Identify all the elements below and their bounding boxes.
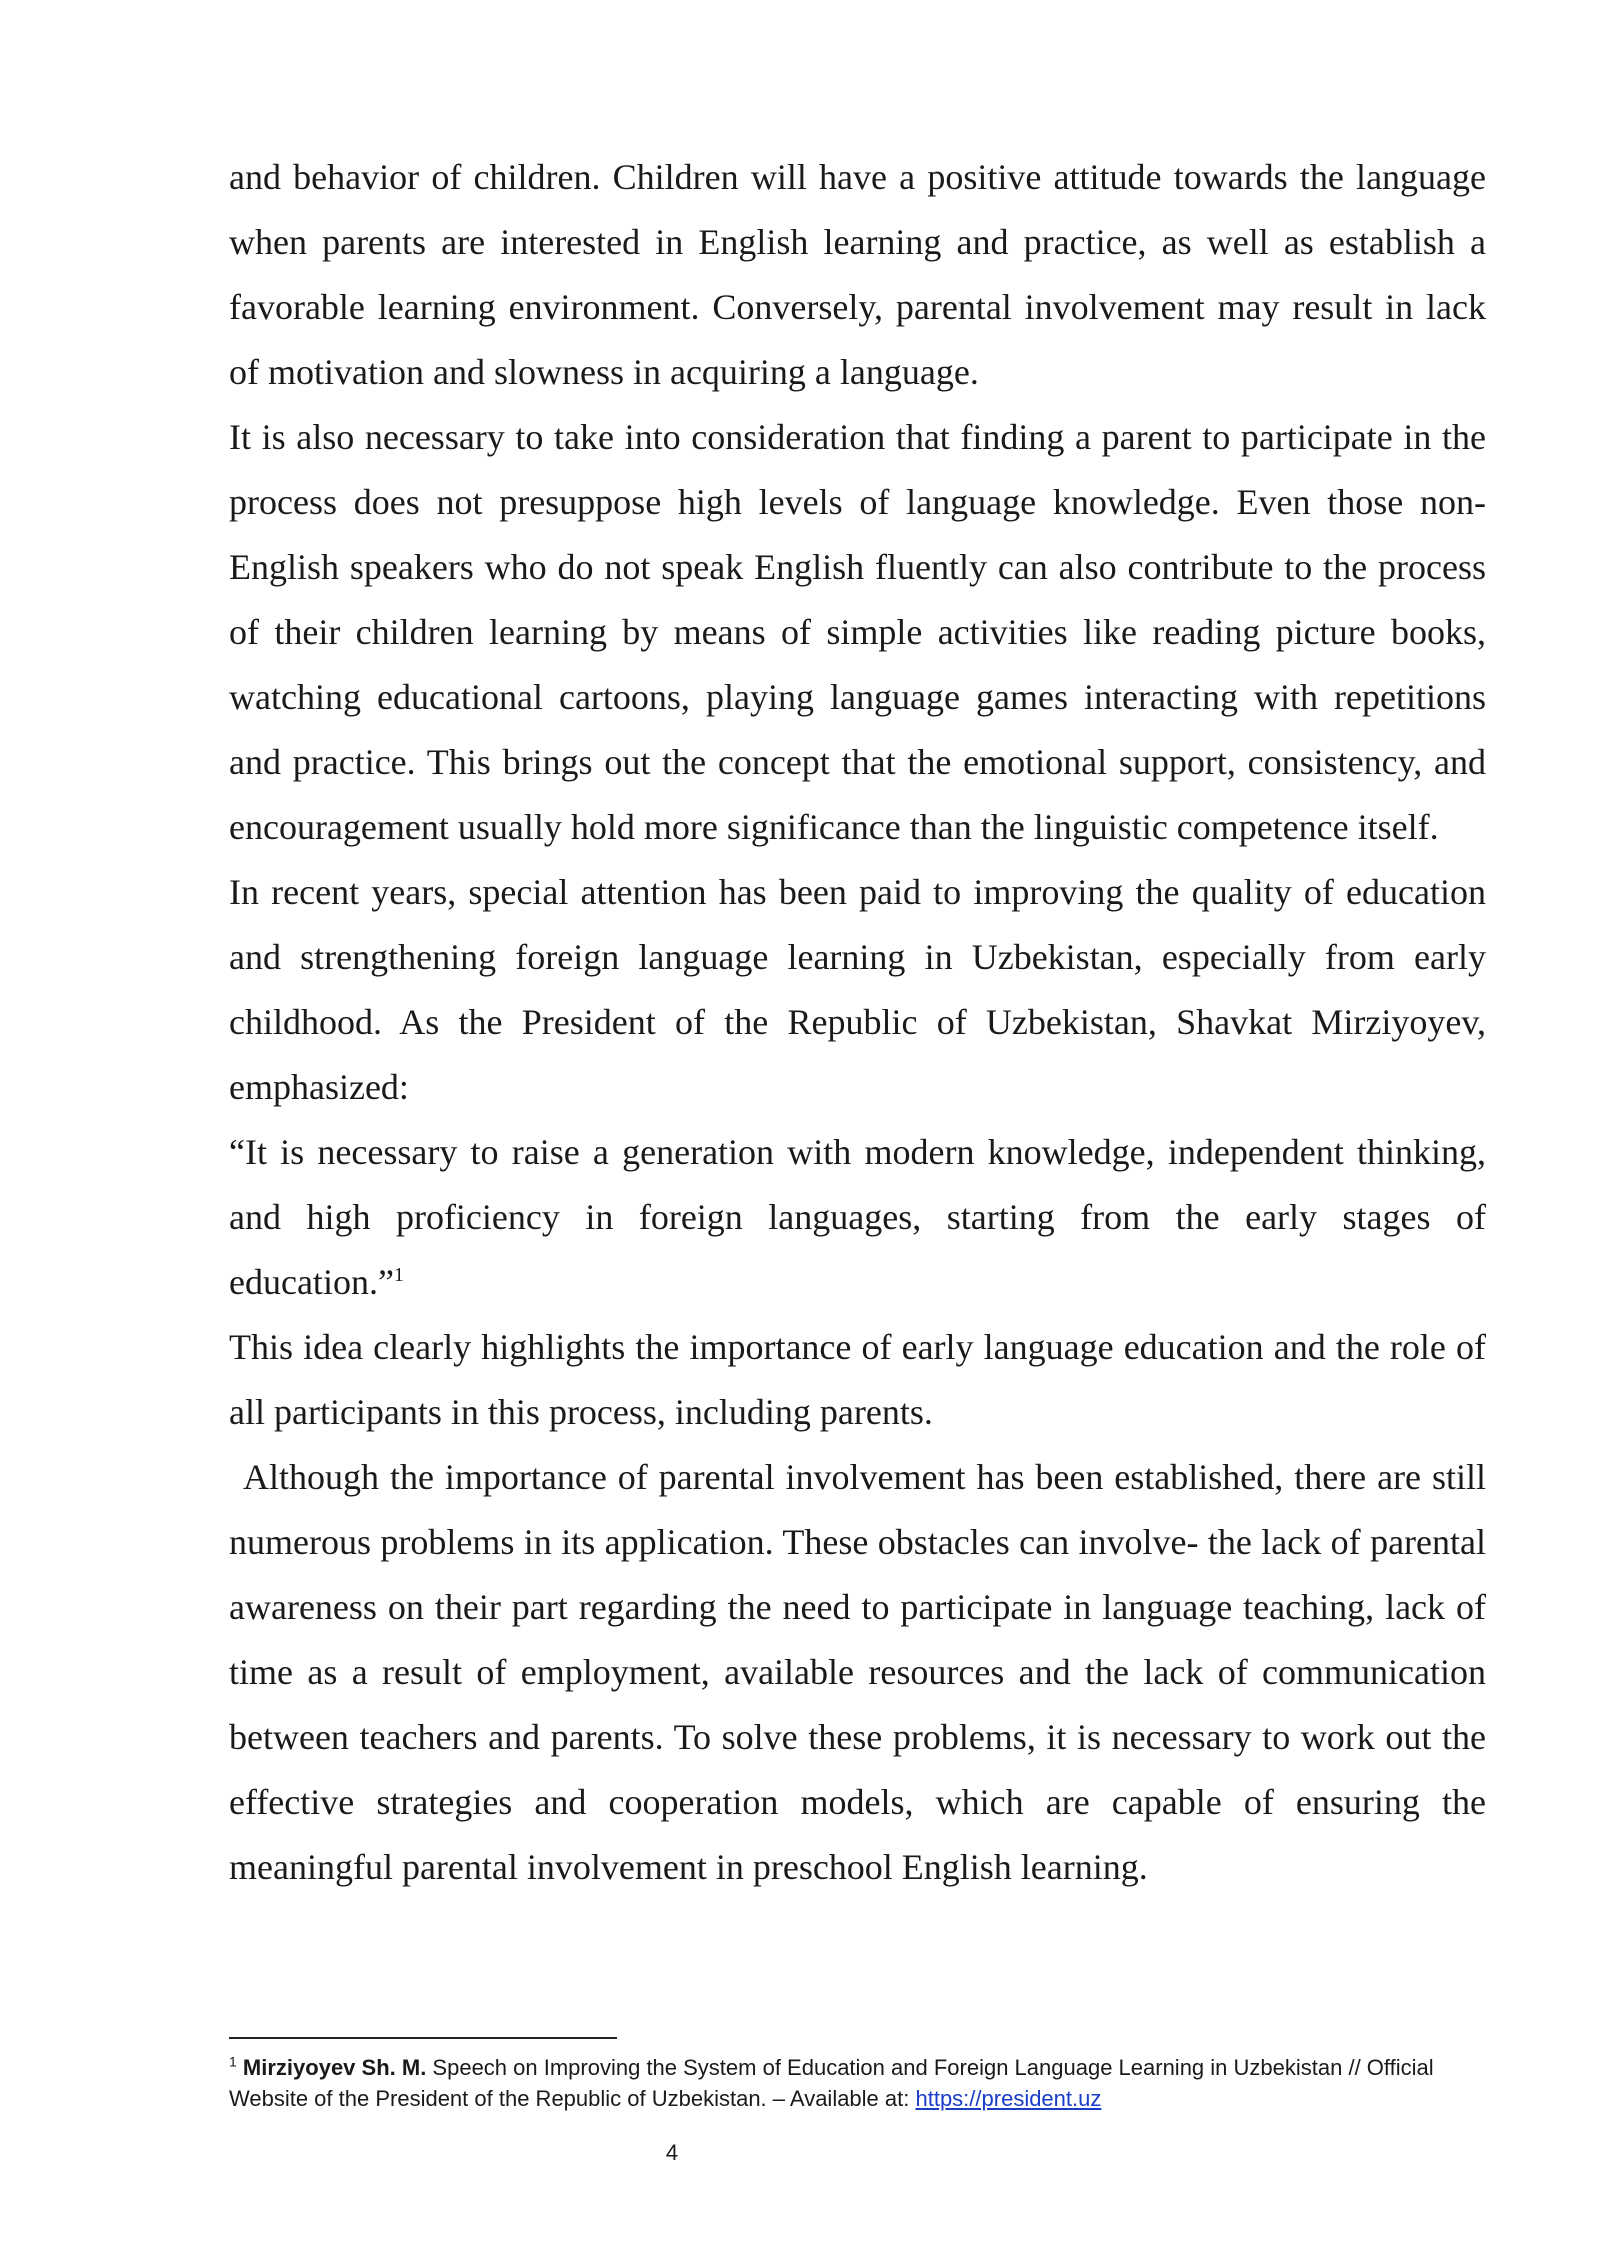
paragraph-3: In recent years, special attention has been paid to improving the quality of education and strengthening foreign language learning in Uzbekistan, especially from early childhood. As the President of the Republic of Uzbekistan, Shavkat Mirziyoyev, emphasized: [229,872,1486,1107]
paragraph-6: Although the importance of parental involvement has been established, there are still numerous problems in its application. These obstacles can involve- the lack of parental awareness on their part regarding the need to participate in language teaching, lack of time as a result of employment, available resources and the lack of communication between teachers and parents. To solve these problems, it is necessary to work out the effective strategies and cooperation models, which are capable of ensuring the meaningful parental involvement in preschool English learning. [229,1457,1486,1887]
quote-paragraph [229,1120,1486,1315]
paragraph-2: It is also necessary to take into consideration that finding a parent to participate in the process does not presuppose high levels of language knowledge. Even those non-English speakers who do not speak English fluently can also contribute to the process of their children learning by means of simple activities like reading picture books, watching educational cartoons, playing language games interacting with repetitions and practice. This brings out the concept that the emotional support, consistency, and encouragement usually hold more significance than the linguistic competence itself. [229,417,1486,847]
footnote [229,2052,1486,2114]
footnote-separator [229,2037,617,2039]
footnote-author: Mirziyoyev Sh. M. [242,2055,427,2080]
footnote-number: 1 [229,2053,237,2070]
footnote-reference[interactable]: 1 [393,1264,404,1286]
footnote-link[interactable]: https://president.uz [915,2086,1102,2111]
footnote-text: Speech on Improving the System of Education and Foreign Language Learning in Uzbekistan // Official Website of the President of the Republic of Uzbekistan. – Available at: [229,2055,1434,2111]
paragraph-5: This idea clearly highlights the importance of early language education and the role of all participants in this process, including parents. [229,1327,1486,1432]
paragraph-1: and behavior of children. Children will have a positive attitude towards the language when parents are interested in English learning and practice, as well as establish a favorable learning environment. Conversely, parental involvement may result in lack of motivation and slowness in acquiring a language. [229,157,1486,392]
page-number: 4 [665,2140,679,2165]
quote-text: “It is necessary to raise a generation with modern knowledge, independent thinking, and high proficiency in foreign languages, starting from the early stages of education.” [229,1132,1486,1302]
body-text [229,145,1486,1900]
